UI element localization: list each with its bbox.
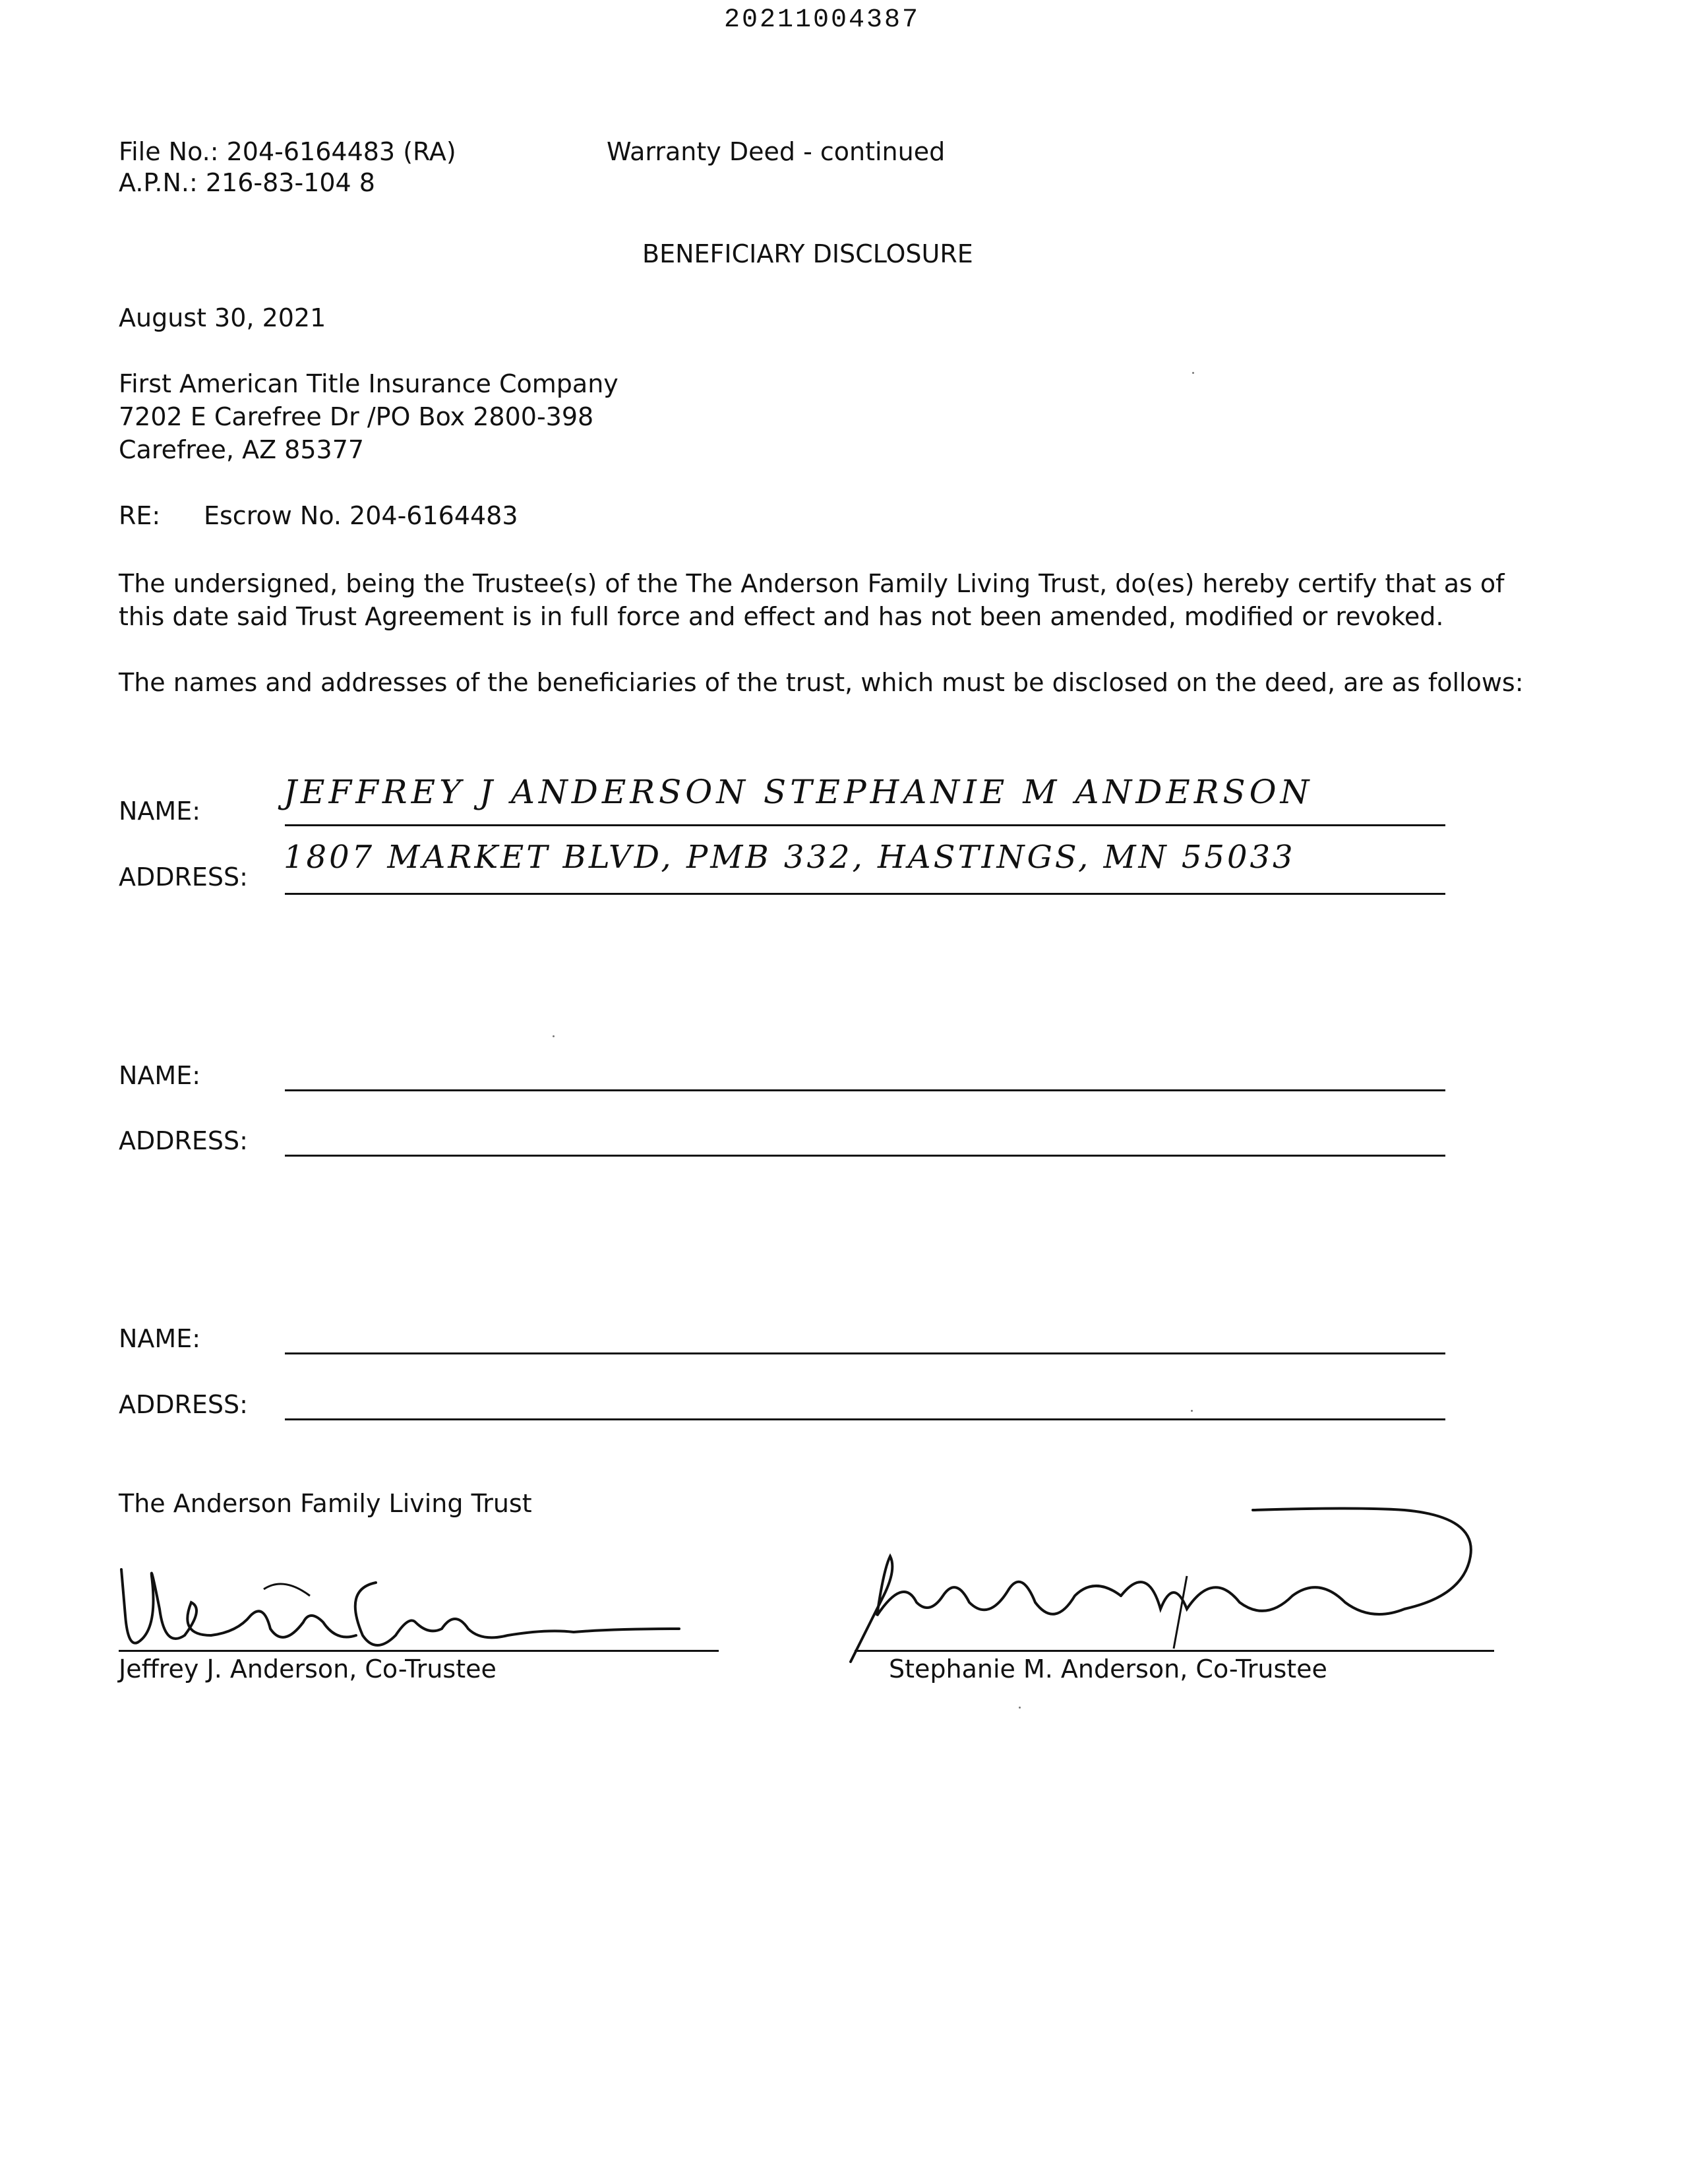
disclosure-heading: BENEFICIARY DISCLOSURE <box>642 239 973 268</box>
beneficiary-1-address-line <box>285 893 1445 895</box>
addressee-company: First American Title Insurance Company <box>119 369 618 398</box>
document-title: Warranty Deed - continued <box>607 137 946 166</box>
beneficiary-1-address-handwritten: 1807 MARKET BLVD, PMB 332, HASTINGS, MN 55033 <box>284 839 1296 876</box>
beneficiary-2-name-line[interactable] <box>285 1089 1445 1091</box>
certification-text-line-2: this date said Trust Agreement is in full force and effect and has not been amended, modified or revoked. <box>119 602 1444 631</box>
signature-2-caption: Stephanie M. Anderson, Co-Trustee <box>889 1654 1327 1684</box>
re-label: RE: <box>119 501 161 530</box>
beneficiary-1-name-line <box>285 824 1445 826</box>
scan-speck <box>1192 372 1194 374</box>
addressee-street: 7202 E Carefree Dr /PO Box 2800-398 <box>119 402 594 431</box>
beneficiary-2-name-label: NAME: <box>119 1061 201 1090</box>
beneficiary-intro-text: The names and addresses of the beneficiaries of the trust, which must be disclosed on the deed, are as follows: <box>119 668 1524 697</box>
beneficiary-3-address-label: ADDRESS: <box>119 1390 248 1419</box>
beneficiary-2-address-line[interactable] <box>285 1155 1445 1157</box>
certification-text-line-1: The undersigned, being the Trustee(s) of the The Anderson Family Living Trust, do(es) hereby certify that as of <box>119 569 1505 598</box>
letter-date: August 30, 2021 <box>119 303 326 332</box>
scan-speck <box>1019 1707 1021 1709</box>
beneficiary-3-address-line[interactable] <box>285 1418 1445 1420</box>
trust-name: The Anderson Family Living Trust <box>119 1489 532 1518</box>
scan-speck <box>1191 1410 1193 1412</box>
signature-1-caption: Jeffrey J. Anderson, Co-Trustee <box>119 1654 497 1684</box>
signature-2-line <box>855 1650 1494 1652</box>
scan-speck <box>553 1035 555 1037</box>
beneficiary-2-address-label: ADDRESS: <box>119 1126 248 1155</box>
addressee-city: Carefree, AZ 85377 <box>119 435 365 464</box>
beneficiary-3-name-label: NAME: <box>119 1324 201 1353</box>
file-number: File No.: 204-6164483 (RA) <box>119 137 456 166</box>
document-number: 20211004387 <box>724 5 920 35</box>
beneficiary-1-address-label: ADDRESS: <box>119 863 248 892</box>
apn-number: A.P.N.: 216-83-104 8 <box>119 168 375 197</box>
beneficiary-3-name-line[interactable] <box>285 1352 1445 1354</box>
beneficiary-1-name-handwritten: JEFFREY J ANDERSON STEPHANIE M ANDERSON <box>284 773 1313 811</box>
signature-1-line <box>119 1650 719 1652</box>
escrow-number: Escrow No. 204-6164483 <box>204 501 518 530</box>
beneficiary-1-name-label: NAME: <box>119 797 201 826</box>
